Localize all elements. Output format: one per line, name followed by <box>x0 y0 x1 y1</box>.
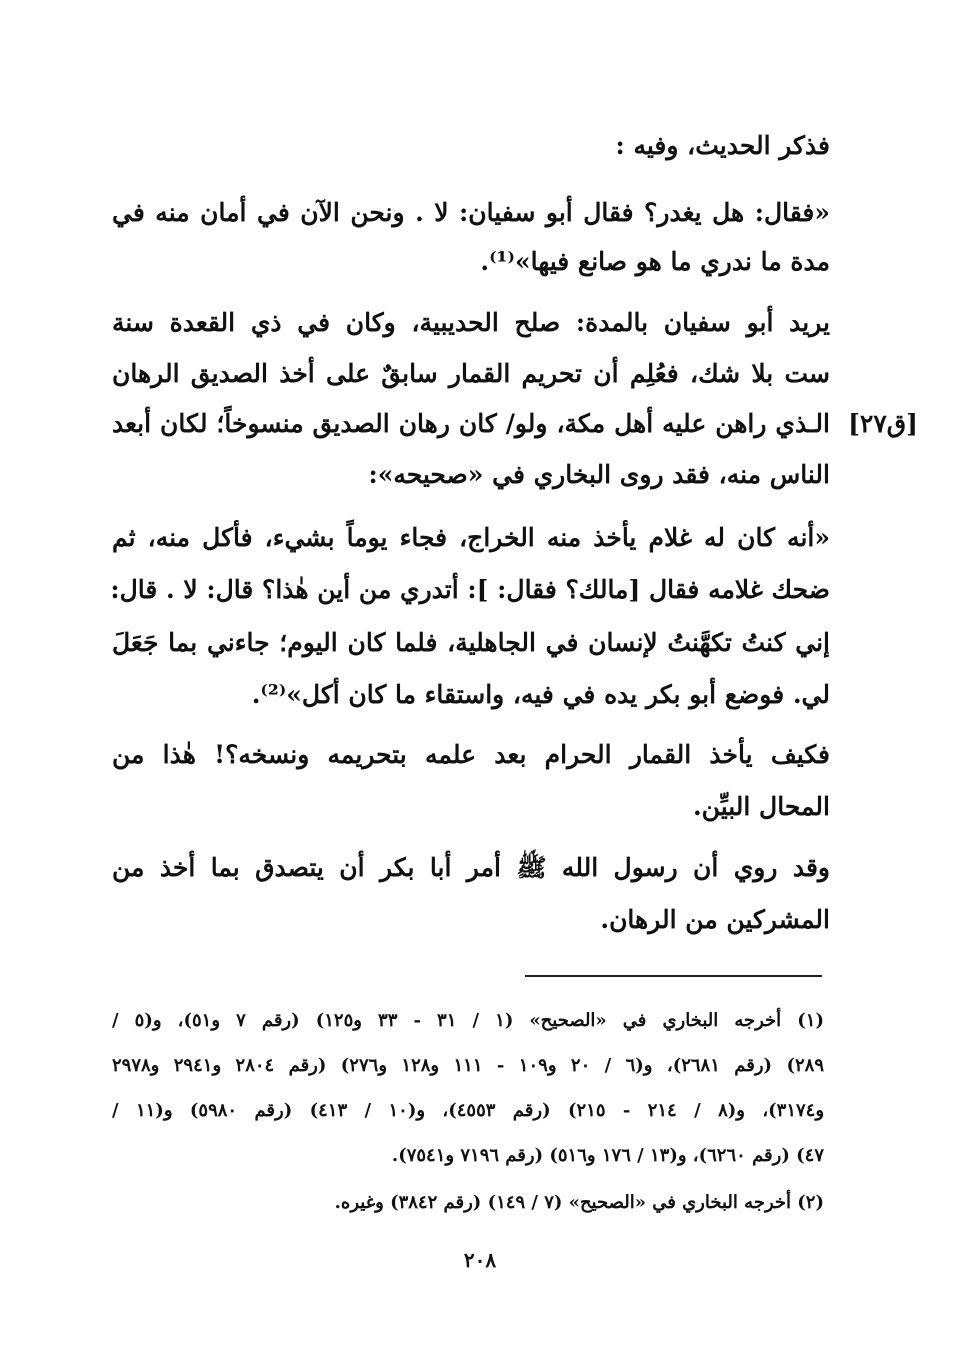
body-line-4: يريد أبو سفيان بالمدة: صلح الحديبية، وكان في ذي القعدة سنة <box>112 308 830 337</box>
body-line-3: مدة ما ندري ما هو صانع فيها»⁽¹⁾. <box>480 247 830 276</box>
body-line-1: فذكر الحديث، وفيه : <box>615 131 830 160</box>
body-line-9: ضحك غلامه فقال [مالك؟ فقال: ]: أتدري من أين هٰذا؟ قال: لا . قال: <box>110 575 830 604</box>
body-line-10: إني كنتُ تكهَّنتُ لإنسان في الجاهلية، فلما كان اليوم؛ جاءني بما جَعَلَ <box>112 628 830 657</box>
body-line-11: لي. فوضع أبو بكر يده في فيه، واستقاء ما كان أكل»⁽²⁾. <box>251 680 830 709</box>
body-line-12: فكيف يأخذ القمار الحرام بعد علمه بتحريمه ونسخه؟! هٰذا من <box>112 740 830 769</box>
body-line-6: الـذي راهن عليه أهل مكة، ولو/ كان رهان الصديق منسوخاً؛ لكان أبعد <box>112 409 830 438</box>
footnote-1-line-3: و٣١٧٤)، و(٨ / ٢١٤ - ٢١٥) (رقم ٤٥٥٣)، و(١٠ / ٤١٣) (رقم ٥٩٨٠) و(١١ / <box>112 1100 825 1121</box>
body-line-2: «فقال: هل يغدر؟ فقال أبو سفيان: لا . ونحن الآن في أمان منه في <box>112 198 830 227</box>
body-line-5: ست بلا شك، فعُلِم أن تحريم القمار سابقٌ على أخذ الصديق الرهان <box>112 359 830 388</box>
body-line-8: «أنه كان له غلام يأخذ منه الخراج، فجاء يوماً بشيء، فأكل منه، ثم <box>112 523 830 552</box>
body-line-13: المحال البيِّن. <box>692 792 830 821</box>
footnote-1-line-2: ٢٨٩) (رقم ٢٦٨١)، و(٦ / ٢٠ و١٠٩ - ١١١ و١٢٨ و٢٧٦) (رقم ٢٨٠٤ و٢٩٤١ و٢٩٧٨ <box>112 1055 824 1076</box>
footnote-1-line-4: ٤٧) (رقم ٦٢٦٠)، و(١٣ / ١٧٦ و٥١٦) (رقم ٧١٩٦ و٧٥٤١). <box>391 1145 824 1166</box>
body-line-15: المشركين من الرهان. <box>600 905 830 934</box>
body-line-14: وقد روي أن رسول الله ﷺ أمر أبا بكر أن يتصدق بما أخذ من <box>112 853 830 882</box>
footnote-2: (٢) أخرجه البخاري في «الصحيح» (٧ / ١٤٩) (رقم ٣٨٤٢) وغيره. <box>334 1192 824 1213</box>
manuscript-folio-marker: [ق٢٧] <box>848 409 918 438</box>
footnote-separator <box>525 975 822 977</box>
body-line-7: الناس منه، فقد روى البخاري في «صحيحه»: <box>368 460 830 489</box>
footnote-1-line-1: (١) أخرجه البخاري في «الصحيح» (١ / ٣١ - ٣٣ و١٢٥) (رقم ٧ و٥١)، و(٥ / <box>112 1010 824 1031</box>
page-number: ٢٠٨ <box>463 1248 497 1272</box>
